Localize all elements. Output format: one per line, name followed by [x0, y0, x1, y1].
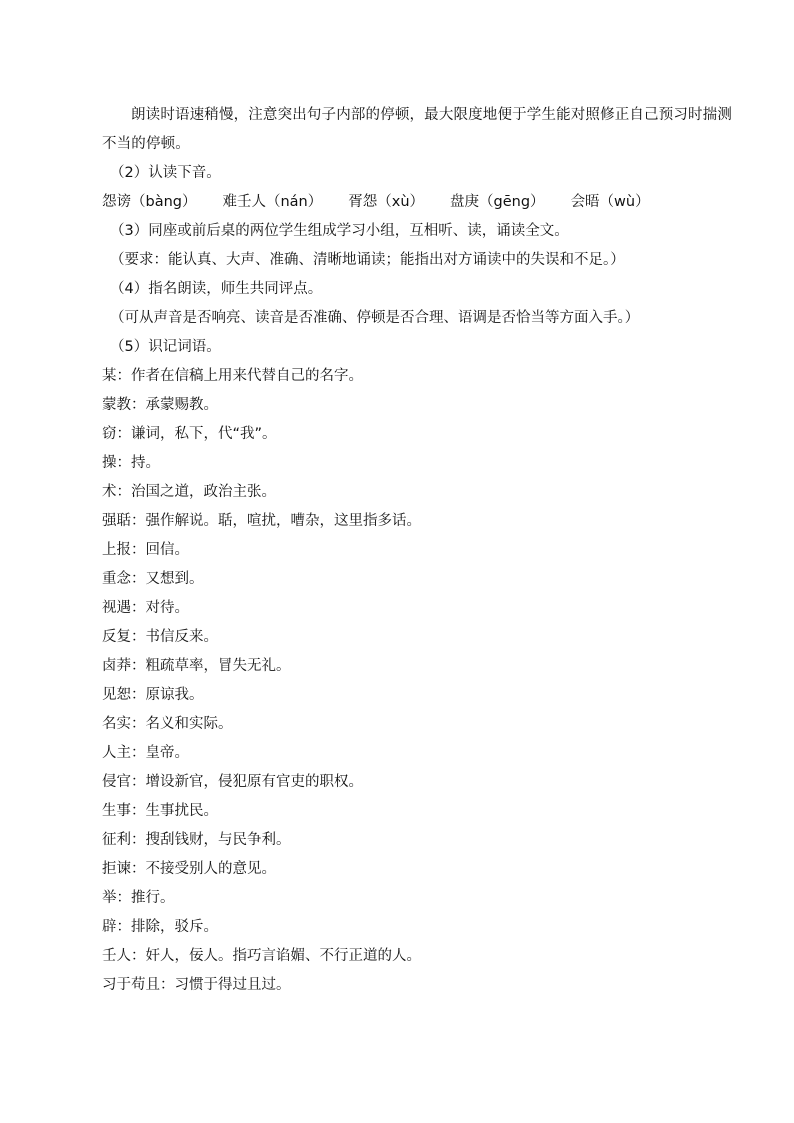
- step-3-requirement: （要求：能认真、大声、准确、清晰地诵读；能指出对方诵读中的失误和不足。）: [109, 252, 625, 268]
- step-5: （5）识记词语。: [109, 339, 221, 355]
- vocabulary-item: 壬人：奸人，佞人。指巧言谄媚、不行正道的人。: [102, 948, 421, 964]
- vocabulary-item: 蒙教：承蒙赐教。: [102, 397, 218, 413]
- vocabulary-item: 人主：皇帝。: [102, 745, 189, 761]
- pronunciation-list: [102, 188, 732, 217]
- document-body: [102, 101, 732, 1000]
- vocabulary-item: 名实：名义和实际。: [102, 716, 233, 732]
- vocabulary-item: 窃：谦词，私下，代“我”。: [102, 426, 277, 442]
- vocabulary-item: 某：作者在信稿上用来代替自己的名字。: [102, 368, 363, 384]
- vocabulary-item: 视遇：对待。: [102, 600, 189, 616]
- vocabulary-list: [102, 362, 732, 1000]
- vocabulary-item: 重念：又想到。: [102, 571, 204, 587]
- step-3: （3）同座或前后桌的两位学生组成学习小组，互相听、读，诵读全文。: [109, 223, 569, 239]
- vocabulary-item: 拒谏：不接受别人的意见。: [102, 861, 276, 877]
- pronunciation-item: 难壬人（nán）: [222, 194, 323, 210]
- vocabulary-item: 生事：生事扰民。: [102, 803, 218, 819]
- vocabulary-item: 卤莽：粗疏草率，冒失无礼。: [102, 658, 291, 674]
- vocabulary-item: 辟：排除，驳斥。: [102, 919, 218, 935]
- vocabulary-item: 征利：搜刮钱财，与民争利。: [102, 832, 291, 848]
- vocabulary-item: 习于苟且：习惯于得过且过。: [102, 977, 291, 993]
- vocabulary-item: 侵官：增设新官，侵犯原有官吏的职权。: [102, 774, 363, 790]
- vocabulary-item: 术：治国之道，政治主张。: [102, 484, 276, 500]
- intro-paragraph: 朗读时语速稍慢，注意突出句子内部的停顿，最大限度地便于学生能对照修正自己预习时揣测不当的停顿。: [102, 107, 732, 152]
- pronunciation-item: 盘庚（gēng）: [450, 194, 545, 210]
- pronunciation-item: 怨谤（bàng）: [102, 194, 197, 210]
- vocabulary-item: 上报：回信。: [102, 542, 189, 558]
- step-2-title: （2）认读下音。: [109, 165, 221, 181]
- step-4-note: （可从声音是否响亮、读音是否准确、停顿是否合理、语调是否恰当等方面入手。）: [109, 310, 640, 326]
- vocabulary-item: 举：推行。: [102, 890, 175, 906]
- vocabulary-item: 操：持。: [102, 455, 160, 471]
- vocabulary-item: 见恕：原谅我。: [102, 687, 204, 703]
- vocabulary-item: 强聒：强作解说。聒，喧扰，嘈杂，这里指多话。: [102, 513, 421, 529]
- step-4: （4）指名朗读，师生共同评点。: [109, 281, 323, 297]
- vocabulary-item: 反复：书信反来。: [102, 629, 218, 645]
- pronunciation-item: 胥怨（xù）: [348, 194, 425, 210]
- pronunciation-item: 会晤（wù）: [570, 194, 650, 210]
